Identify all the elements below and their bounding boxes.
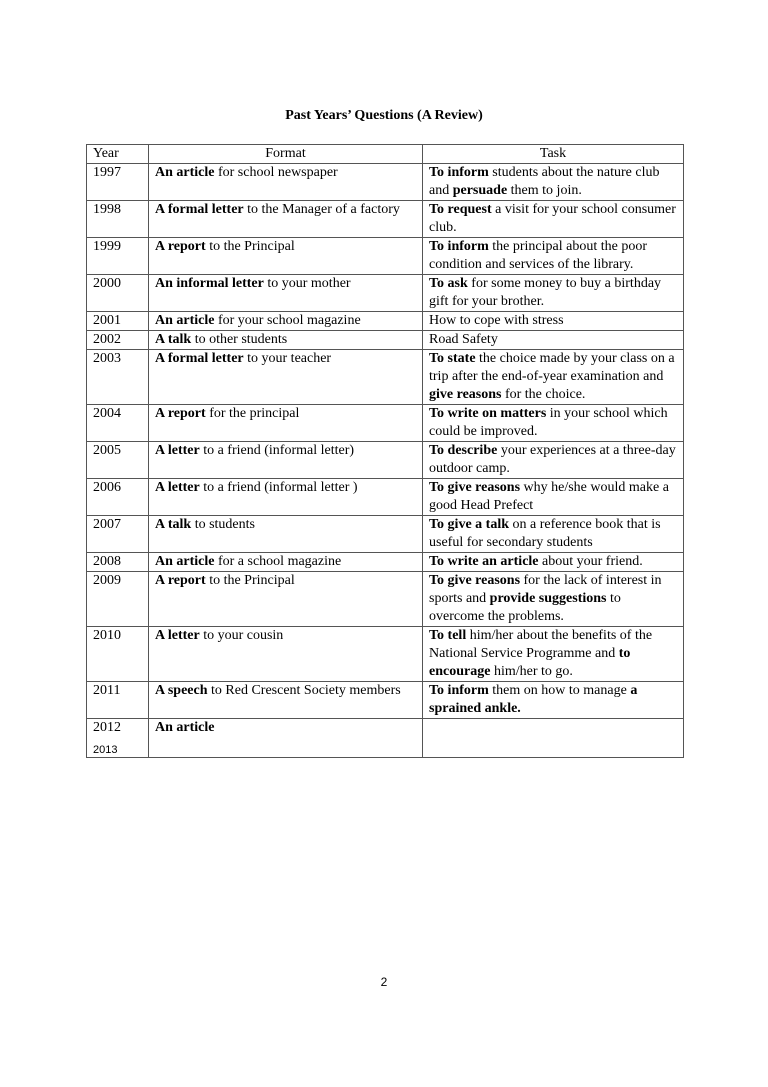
- task-text: for some money to buy a birthday gift for your brother.: [429, 276, 662, 309]
- table-row: [87, 331, 684, 350]
- task-keyword: To inform: [429, 239, 489, 254]
- task-keyword: To request: [429, 202, 492, 217]
- task-text: for the lack of interest in sports and: [429, 573, 662, 606]
- format-detail: to the Manager of a factory: [243, 202, 400, 217]
- task-keyword: To give reasons: [429, 573, 521, 588]
- table-row: [87, 238, 684, 275]
- task-cell: [423, 275, 684, 312]
- task-cell: [423, 682, 684, 719]
- year-value: 2003: [93, 351, 121, 366]
- format-type: A letter: [155, 480, 200, 495]
- task-cell: [423, 331, 684, 350]
- format-type: A formal letter: [155, 351, 244, 366]
- format-detail: to other students: [191, 332, 288, 347]
- task-cell: [423, 627, 684, 682]
- header-year: Year: [87, 145, 149, 164]
- format-cell: [149, 201, 423, 238]
- year-value: 2005: [93, 443, 121, 458]
- task-text: students about the nature club and: [429, 165, 660, 198]
- year-extra-value: 2013: [93, 744, 118, 756]
- task-cell: [423, 479, 684, 516]
- format-detail: to your teacher: [243, 351, 332, 366]
- task-text: why he/she would make a good Head Prefect: [429, 480, 669, 513]
- task-text: for the choice.: [501, 387, 586, 402]
- format-cell: [149, 164, 423, 201]
- task-text: your experiences at a three-day outdoor camp.: [429, 443, 676, 476]
- year-cell: [87, 627, 149, 682]
- year-value: 2004: [93, 406, 121, 421]
- task-cell: [423, 442, 684, 479]
- table-row: [87, 719, 684, 758]
- year-value: 2002: [93, 332, 121, 347]
- format-cell: [149, 572, 423, 627]
- format-cell: [149, 331, 423, 350]
- format-detail: to the Principal: [205, 239, 295, 254]
- table-row: [87, 682, 684, 719]
- task-text: Road Safety: [429, 332, 498, 347]
- format-cell: [149, 719, 423, 758]
- format-type: An article: [155, 720, 215, 735]
- format-type: A formal letter: [155, 202, 244, 217]
- task-cell: [423, 238, 684, 275]
- table-row: [87, 405, 684, 442]
- year-cell: [87, 164, 149, 201]
- format-type: A report: [155, 573, 206, 588]
- table-row: [87, 350, 684, 405]
- task-keyword: provide suggestions: [489, 591, 607, 606]
- year-cell: [87, 238, 149, 275]
- format-detail: to students: [191, 517, 255, 532]
- format-cell: [149, 553, 423, 572]
- task-cell: [423, 553, 684, 572]
- format-type: A letter: [155, 443, 200, 458]
- format-cell: [149, 312, 423, 331]
- year-cell: [87, 516, 149, 553]
- table-row: [87, 479, 684, 516]
- year-value: 2009: [93, 573, 121, 588]
- task-cell: [423, 405, 684, 442]
- task-text: him/her about the benefits of the National Service Programme and: [429, 628, 653, 661]
- page-number: 2: [380, 975, 388, 989]
- task-text: about your friend.: [538, 554, 643, 569]
- format-detail: to Red Crescent Society members: [207, 683, 401, 698]
- table-row: [87, 627, 684, 682]
- task-text: them on how to manage: [488, 683, 631, 698]
- page-title: Past Years’ Questions (A Review): [285, 108, 483, 123]
- year-cell: [87, 682, 149, 719]
- table-row: [87, 164, 684, 201]
- format-type: An article: [155, 165, 215, 180]
- format-cell: [149, 682, 423, 719]
- task-keyword: To inform: [429, 683, 489, 698]
- format-detail: to a friend (informal letter): [199, 443, 355, 458]
- format-type: An informal letter: [155, 276, 264, 291]
- format-cell: [149, 442, 423, 479]
- year-value: 2006: [93, 480, 121, 495]
- format-detail: to your cousin: [199, 628, 284, 643]
- format-type: A report: [155, 406, 206, 421]
- task-text: a visit for your school consumer club.: [429, 202, 676, 235]
- table-row: [87, 553, 684, 572]
- format-cell: [149, 627, 423, 682]
- year-cell: [87, 331, 149, 350]
- year-value: 1998: [93, 202, 121, 217]
- year-cell: [87, 572, 149, 627]
- task-keyword: To give a talk: [429, 517, 509, 532]
- year-cell: [87, 553, 149, 572]
- format-type: A report: [155, 239, 206, 254]
- header-task: Task: [423, 145, 684, 164]
- task-keyword: To tell: [429, 628, 467, 643]
- task-keyword: To state: [429, 351, 476, 366]
- format-detail: for the principal: [205, 406, 300, 421]
- format-detail: to your mother: [263, 276, 351, 291]
- task-keyword: persuade: [452, 183, 508, 198]
- task-cell: [423, 516, 684, 553]
- year-cell: [87, 719, 149, 758]
- format-detail: for a school magazine: [214, 554, 342, 569]
- format-type: A talk: [155, 517, 192, 532]
- task-cell: [423, 201, 684, 238]
- table-header-row: [87, 145, 684, 164]
- format-detail: for your school magazine: [214, 313, 361, 328]
- format-type: An article: [155, 313, 215, 328]
- task-text: in your school which could be improved.: [429, 406, 668, 439]
- year-value: 2012: [93, 720, 121, 735]
- year-value: 1999: [93, 239, 121, 254]
- task-text: on a reference book that is useful for secondary students: [429, 517, 661, 550]
- year-value: 2000: [93, 276, 121, 291]
- task-keyword: To give reasons: [429, 480, 521, 495]
- task-text: him/her to go.: [490, 664, 573, 679]
- format-detail: for school newspaper: [214, 165, 338, 180]
- year-cell: [87, 350, 149, 405]
- table-row: [87, 312, 684, 331]
- task-cell: [423, 719, 684, 758]
- header-format: Format: [149, 145, 423, 164]
- task-keyword: to encourage: [429, 646, 631, 679]
- table-row: [87, 572, 684, 627]
- year-value: 2008: [93, 554, 121, 569]
- task-keyword: To inform: [429, 165, 489, 180]
- year-cell: [87, 201, 149, 238]
- task-text: the choice made by your class on a trip after the end-of-year examination and: [429, 351, 675, 384]
- format-cell: [149, 516, 423, 553]
- table-row: [87, 201, 684, 238]
- format-cell: [149, 479, 423, 516]
- task-text: the principal about the poor condition and services of the library.: [429, 239, 648, 272]
- task-keyword: To describe: [429, 443, 498, 458]
- table-row: [87, 275, 684, 312]
- format-type: A talk: [155, 332, 192, 347]
- year-value: 2010: [93, 628, 121, 643]
- year-cell: [87, 442, 149, 479]
- task-text: them to join.: [507, 183, 582, 198]
- format-cell: [149, 405, 423, 442]
- task-keyword: To write an article: [429, 554, 539, 569]
- task-text: to overcome the problems.: [429, 591, 621, 624]
- format-cell: [149, 350, 423, 405]
- format-type: A speech: [155, 683, 208, 698]
- format-type: An article: [155, 554, 215, 569]
- year-value: 2001: [93, 313, 121, 328]
- year-value: 1997: [93, 165, 121, 180]
- task-keyword: a sprained ankle.: [429, 683, 638, 716]
- format-detail: to a friend (informal letter ): [199, 480, 358, 495]
- task-cell: [423, 572, 684, 627]
- task-cell: [423, 350, 684, 405]
- task-keyword: give reasons: [429, 387, 502, 402]
- past-years-table: [86, 144, 684, 758]
- task-keyword: To ask: [429, 276, 468, 291]
- format-cell: [149, 238, 423, 275]
- year-cell: [87, 312, 149, 331]
- task-keyword: To write on matters: [429, 406, 547, 421]
- table-body: [87, 164, 684, 758]
- year-cell: [87, 275, 149, 312]
- year-cell: [87, 405, 149, 442]
- task-cell: [423, 312, 684, 331]
- year-value: 2007: [93, 517, 121, 532]
- format-cell: [149, 275, 423, 312]
- task-cell: [423, 164, 684, 201]
- format-type: A letter: [155, 628, 200, 643]
- format-detail: to the Principal: [205, 573, 295, 588]
- year-cell: [87, 479, 149, 516]
- table-row: [87, 442, 684, 479]
- table-row: [87, 516, 684, 553]
- year-value: 2011: [93, 683, 121, 698]
- task-text: How to cope with stress: [429, 313, 564, 328]
